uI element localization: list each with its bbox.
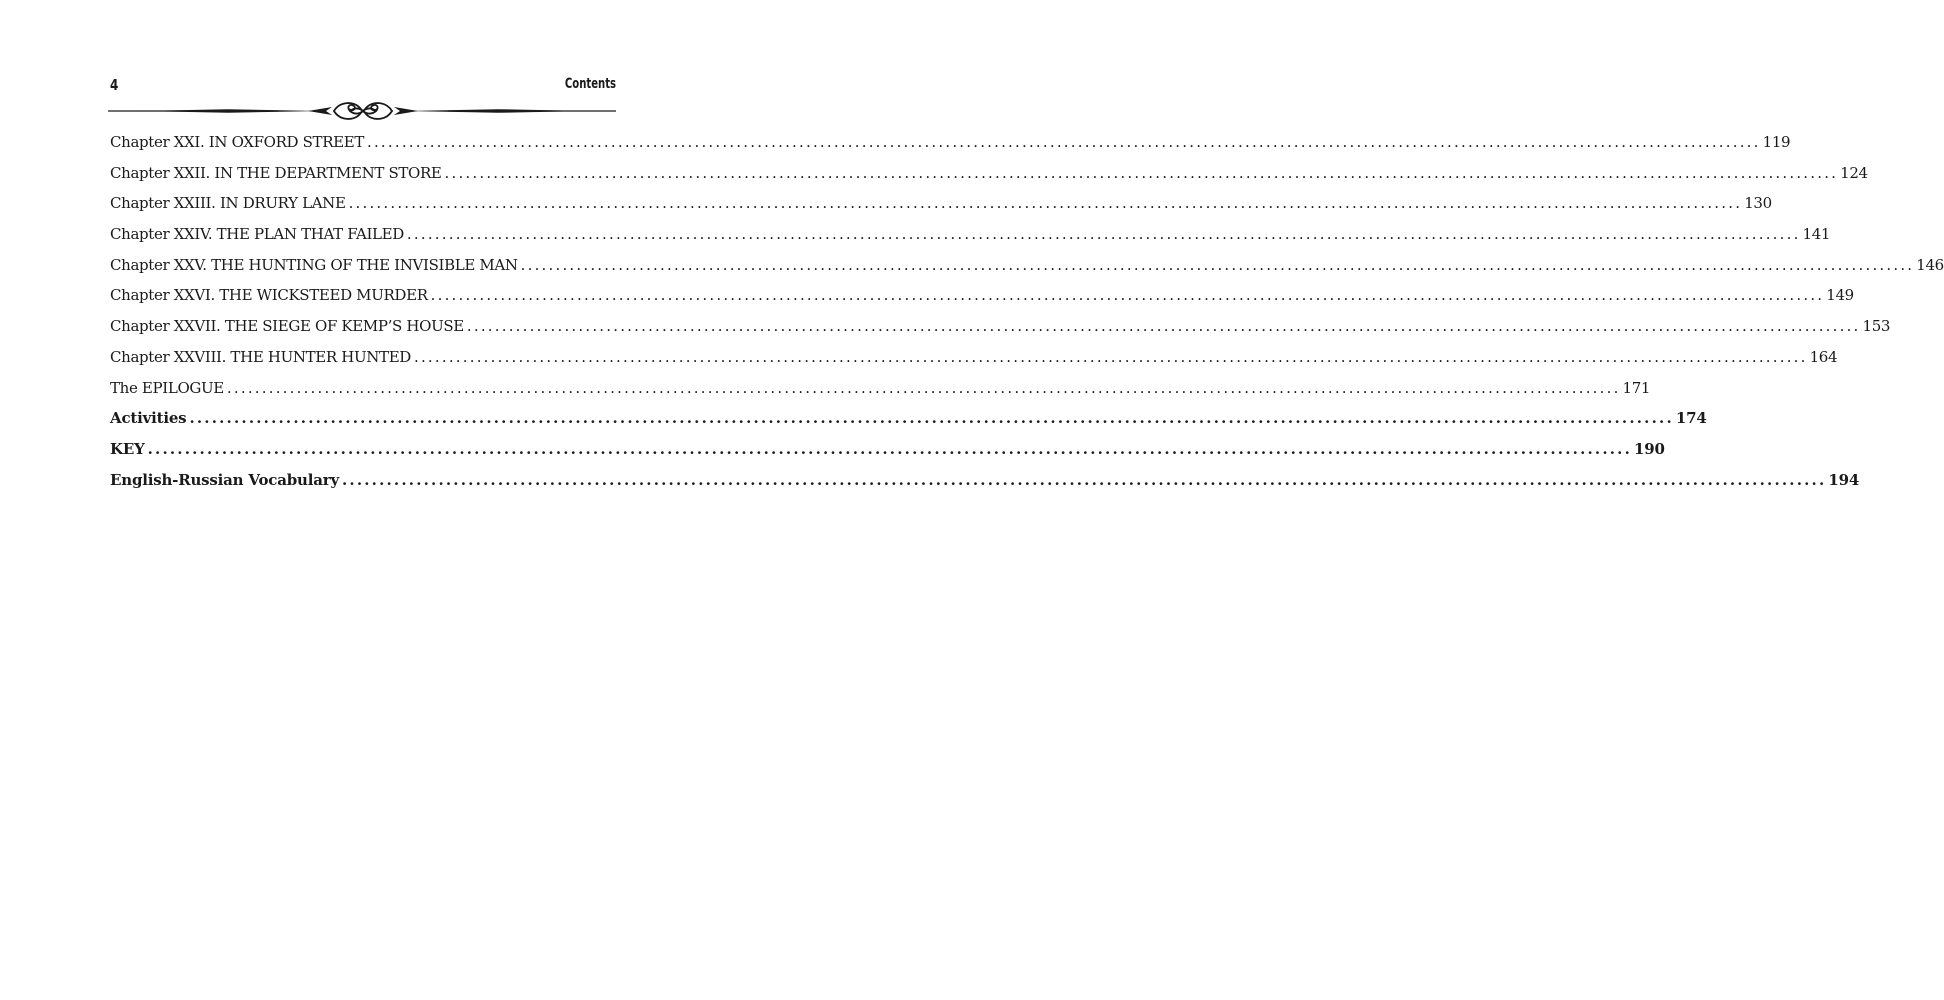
toc-dot-leader: ........................................................................................................................................................................................................ — [406, 225, 1801, 244]
toc-dot-leader: ........................................................................................................................................................................................................ — [413, 347, 1808, 366]
toc-entry-page: 174 — [1675, 409, 1707, 428]
toc-entry — [110, 470, 1860, 501]
toc-entry — [110, 408, 1707, 439]
toc-dot-leader: ........................................................................................................................................................................................................ — [466, 317, 1861, 336]
toc-dot-leader: ........................................................................................................................................................................................................ — [226, 378, 1621, 397]
running-title: Contents — [564, 76, 616, 92]
toc-entry-title: Chapter XXVII. THE SIEGE OF KEMP’S HOUSE — [110, 317, 464, 336]
toc-entry-title: Activities — [110, 409, 187, 428]
toc-entry-title: Chapter XXIII. IN DRURY LANE — [110, 194, 346, 213]
toc-entry-title: Chapter XXVIII. THE HUNTER HUNTED — [110, 347, 411, 366]
toc-entry — [110, 163, 1868, 194]
toc-entry-title: KEY — [110, 439, 145, 458]
toc-entry-page: 153 — [1862, 317, 1891, 336]
toc-dot-leader: ........................................................................................................................................................................................................ — [520, 255, 1915, 274]
toc-entry-page: 130 — [1744, 194, 1772, 213]
toc-dot-leader: ........................................................................................................................................................................................................ — [189, 409, 1674, 428]
toc-dot-leader: ........................................................................................................................................................................................................ — [341, 470, 1827, 489]
toc-entry — [110, 378, 1651, 409]
toc-entry-title: Chapter XXV. THE HUNTING OF THE INVISIBLE MAN — [110, 255, 518, 274]
toc-entry-page: 171 — [1622, 378, 1651, 397]
toc-entry-title: Chapter XXI. IN OXFORD STREET — [110, 133, 364, 151]
toc-entry-title: Chapter XXII. IN THE DEPARTMENT STORE — [110, 163, 442, 182]
toc-dot-leader: ........................................................................................................................................................................................................ — [430, 286, 1825, 305]
toc-entry — [110, 224, 1831, 255]
toc-entry-title: Chapter XXVI. THE WICKSTEED MURDER — [110, 286, 428, 305]
toc-entry-page: 141 — [1802, 225, 1831, 244]
ornamental-divider — [108, 98, 618, 126]
toc-entry-title: Chapter XXIV. THE PLAN THAT FAILED — [110, 225, 404, 244]
toc-entry-page: 149 — [1826, 286, 1854, 305]
toc-entry-page: 164 — [1809, 347, 1838, 366]
toc-dot-leader: ........................................................................................................................................................................................................ — [367, 133, 1761, 151]
toc-entry — [110, 132, 1791, 163]
toc-entry-page: 119 — [1762, 133, 1791, 151]
page-header — [110, 76, 616, 96]
toc-entry — [110, 285, 1854, 316]
toc-entry-page: 194 — [1828, 470, 1860, 489]
toc-dot-leader: ........................................................................................................................................................................................................ — [444, 163, 1839, 182]
toc-dot-leader: ........................................................................................................................................................................................................ — [147, 439, 1633, 458]
toc-entry-page: 190 — [1634, 439, 1665, 458]
toc-entry — [110, 439, 1665, 470]
page-number: 4 — [110, 76, 118, 94]
table-of-contents — [110, 132, 1944, 500]
toc-entry-page: 124 — [1840, 163, 1868, 182]
toc-entry — [110, 347, 1838, 378]
toc-entry-page: 146 — [1916, 255, 1944, 274]
toc-entry-title: English-Russian Vocabulary — [110, 470, 339, 489]
toc-entry — [110, 193, 1772, 224]
toc-entry — [110, 255, 1944, 286]
toc-dot-leader: ........................................................................................................................................................................................................ — [348, 194, 1743, 213]
toc-entry — [110, 316, 1891, 347]
toc-entry-title: The EPILOGUE — [110, 378, 224, 397]
